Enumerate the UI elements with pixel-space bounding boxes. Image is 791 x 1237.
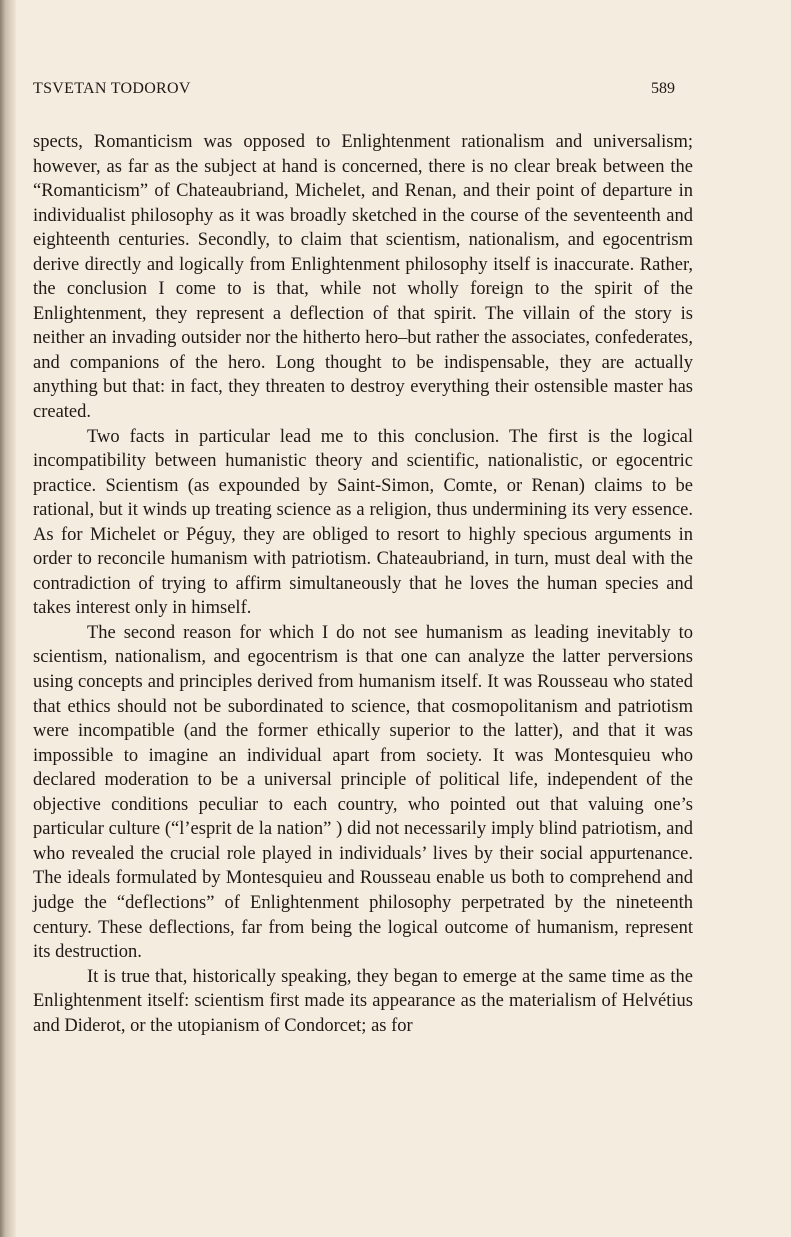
paragraph: Two facts in particular lead me to this conclusion. The first is the logical incompatibility between humanistic theory and scientific, nationalistic, or egocentric practice. Scientism (as expounded by Saint-Simon, Comte, or Renan) claims to be rational, but it winds up treating science as a religion, thus undermining its very essence. As for Michelet or Péguy, they are obliged to resort to highly specious arguments in order to reconcile humanism with patriotism. Chateaubriand, in turn, must deal with the contradiction of trying to affirm simultaneously that he loves the human species and takes interest only in himself.: [33, 426, 693, 619]
page-number: 589: [651, 80, 675, 97]
body-text: [33, 130, 693, 1038]
paragraph: The second reason for which I do not see humanism as leading inevitably to scientism, nationalism, and egocentrism is that one can analyze the latter perversions using concepts and principles derived from humanism itself. It was Rousseau who stated that ethics should not be subordinated to science, that cosmopolitanism and patriotism were incompatible (and the former ethically superior to the latter), and that it was impossible to imagine an individual apart from society. It was Montesquieu who declared moderation to be a universal principle of political life, independent of the objective conditions peculiar to each country, who pointed out that valuing one’s particular culture (“l’esprit de la nation” ) did not necessarily imply blind patriotism, and who revealed the crucial role played in individuals’ lives by their social appurtenance. The ideals formulated by Montesquieu and Rousseau enable us both to comprehend and judge the “deflections” of Enlightenment philosophy perpetrated by the nineteenth century. These deflections, far from being the logical outcome of humanism, represent its destruction.: [33, 622, 693, 963]
running-head: TSVETAN TODOROV: [33, 80, 191, 97]
paragraph-continued: spects, Romanticism was opposed to Enlightenment rationalism and universalism; however, as far as the subject at hand is concerned, there is no clear break between the “Romanticism” of Chateaubriand, Michelet, and Renan, and their point of departure in individualist philosophy as it was broadly sketched in the course of the seventeenth and eighteenth centuries. Secondly, to claim that scientism, nationalism, and egocentrism derive directly and logically from Enlightenment philosophy itself is inaccurate. Rather, the conclusion I come to is that, while not wholly foreign to the spirit of the Enlightenment, they represent a deflection of that spirit. The villain of the story is neither an invading outsider nor the hitherto hero–but rather the associates, confederates, and companions of the hero. Long thought to be indispensable, they are actually anything but that: in fact, they threaten to destroy everything their ostensible master has created.: [33, 132, 693, 423]
paragraph: It is true that, historically speaking, they began to emerge at the same time as the Enlightenment itself: scientism first made its appearance as the materialism of Helvétius and Diderot, or the utopianism of Condorcet; as for: [33, 966, 693, 1036]
